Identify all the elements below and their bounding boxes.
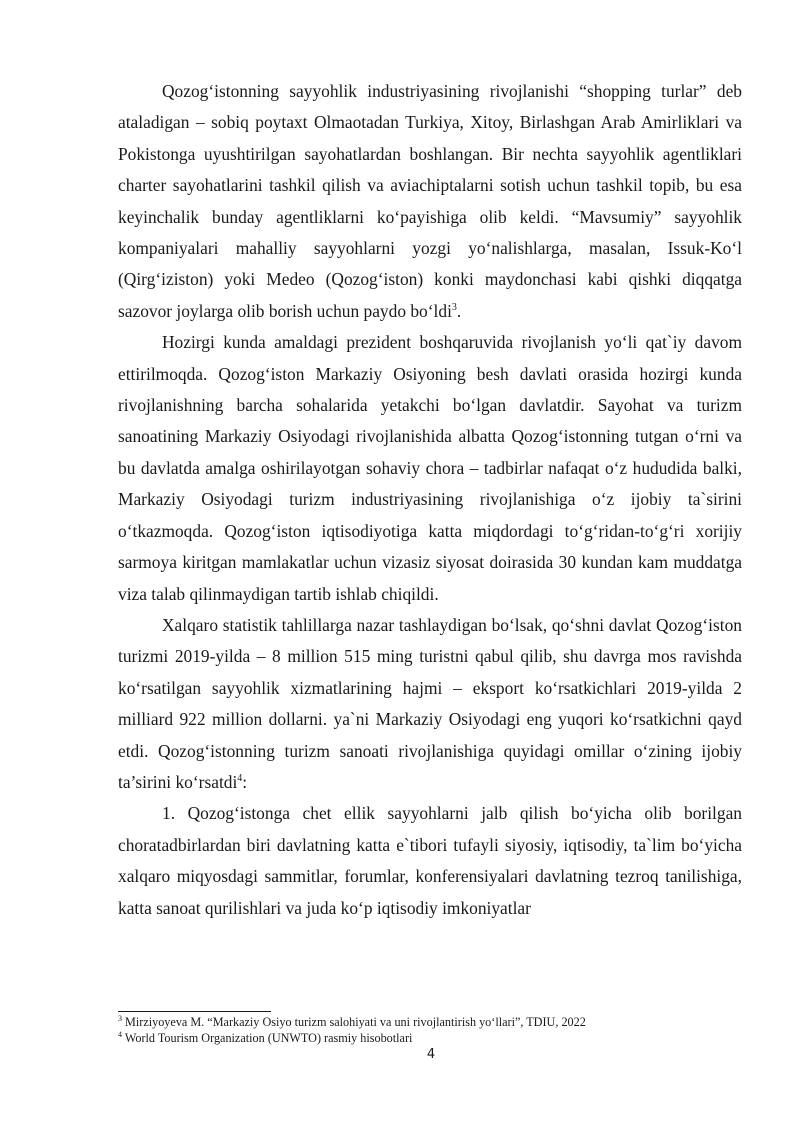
footnote-3-number: 3	[118, 1013, 122, 1023]
paragraph-3	[118, 610, 742, 798]
paragraph-4	[118, 798, 742, 924]
footnote-ref-4: 4	[237, 773, 243, 785]
paragraph-3-text: Xalqaro statistik tahlillarga nazar tashlaydigan bo‘lsak, qo‘shni davlat Qozog‘iston turizmi 2019-yilda – 8 million 515 ming turistni qabul qilib, shu davrga mos ravishda ko‘rsatilgan sayyohlik xizmatlarining hajmi – eksport ko‘rsatkichlari 2019-yilda 2 milliard 922 million dollarni. ya`ni Markaziy Osiyodagi eng yuqori ko‘rsatkichni qayd etdi. Qozog‘istonning turizm sanoati rivojlanishiga quyidagi omillar o‘zining ijobiy ta’sirini ko‘rsatdi	[118, 614, 742, 792]
page-number: 4	[426, 1047, 436, 1062]
footnote-separator	[118, 1011, 271, 1012]
paragraph-4-text: 1. Qozog‘istonga chet ellik sayyohlarni jalb qilish bo‘yicha olib borilgan choratadbirlardan biri davlatning katta e`tibori tufayli siyosiy, iqtisodiy, ta`lim bo‘yicha xalqaro miqyosdagi sammitlar, forumlar, konferensiyalari davlatning tezroq tanilishiga, katta sanoat qurilishlari va juda ko‘p iqtisodiy imkoniyatlar	[118, 803, 742, 918]
footnotes	[118, 1015, 742, 1046]
footnote-3-text: Mirziyoyeva M. “Markaziy Osiyo turizm salohiyati va uni rivojlantirish yo‘llari”, TDIU, 2022	[125, 1015, 586, 1029]
paragraph-1-text: Qozog‘istonning sayyohlik industriyasining rivojlanishi “shopping turlar” deb ataladigan – sobiq poytaxt Olmaotadan Turkiya, Xitoy, Birlashgan Arab Amirliklari va Pokistonga uyushtirilgan sayohatlardan boshlangan. Bir nechta sayyohlik agentliklari charter sayohatlarini tashkil qilish va aviachiptalarni sotish uchun tashkil topib, bu esa keyinchalik bunday agentliklarni ko‘payishiga olib keldi. “Mavsumiy” sayyohlik kompaniyalari mahalliy sayyohlarni yozgi yo‘nalishlarga, masalan, Issuk-Ko‘l (Qirg‘iziston) yoki Medeo (Qozog‘iston) konki maydonchasi kabi qishki diqqatga sazovor joylarga olib borish uchun paydo bo‘ldi	[118, 81, 742, 321]
paragraph-2-text: Hozirgi kunda amaldagi prezident boshqaruvida rivojlanish yo‘li qat`iy davom ettirilmoqda. Qozog‘iston Markaziy Osiyoning besh davlati orasida hozirgi kunda rivojlanishning barcha sohalarida yetakchi bo‘lgan davlatdir. Sayohat va turizm sanoatining Markaziy Osiyodagi rivojlanishida albatta Qozog‘istonning tutgan o‘rni va bu davlatda amalga oshirilayotgan sohaviy chora – tadbirlar nafaqat o‘z hududida balki, Markaziy Osiyodagi turizm industriyasining rivojlanishiga o‘z ijobiy ta`sirini o‘tkazmoqda. Qozog‘iston iqtisodiyotiga katta miqdordagi to‘g‘ridan-to‘g‘ri xorijiy sarmoya kiritgan mamlakatlar uchun vizasiz siyosat doirasida 30 kundan kam muddatga viza talab qilinmaydigan tartib ishlab chiqildi.	[118, 332, 742, 604]
footnote-4	[118, 1031, 742, 1047]
paragraph-3-tail: :	[242, 771, 248, 792]
footnote-4-text: World Tourism Organization (UNWTO) rasmiy hisobotlari	[124, 1030, 413, 1045]
footnote-3	[118, 1015, 742, 1031]
footnote-4-number: 4	[118, 1029, 122, 1039]
document-body	[118, 76, 742, 924]
paragraph-1	[118, 76, 742, 327]
paragraph-1-tail: .	[456, 300, 462, 321]
paragraph-2	[118, 327, 742, 610]
footnote-ref-3: 3	[451, 302, 457, 314]
